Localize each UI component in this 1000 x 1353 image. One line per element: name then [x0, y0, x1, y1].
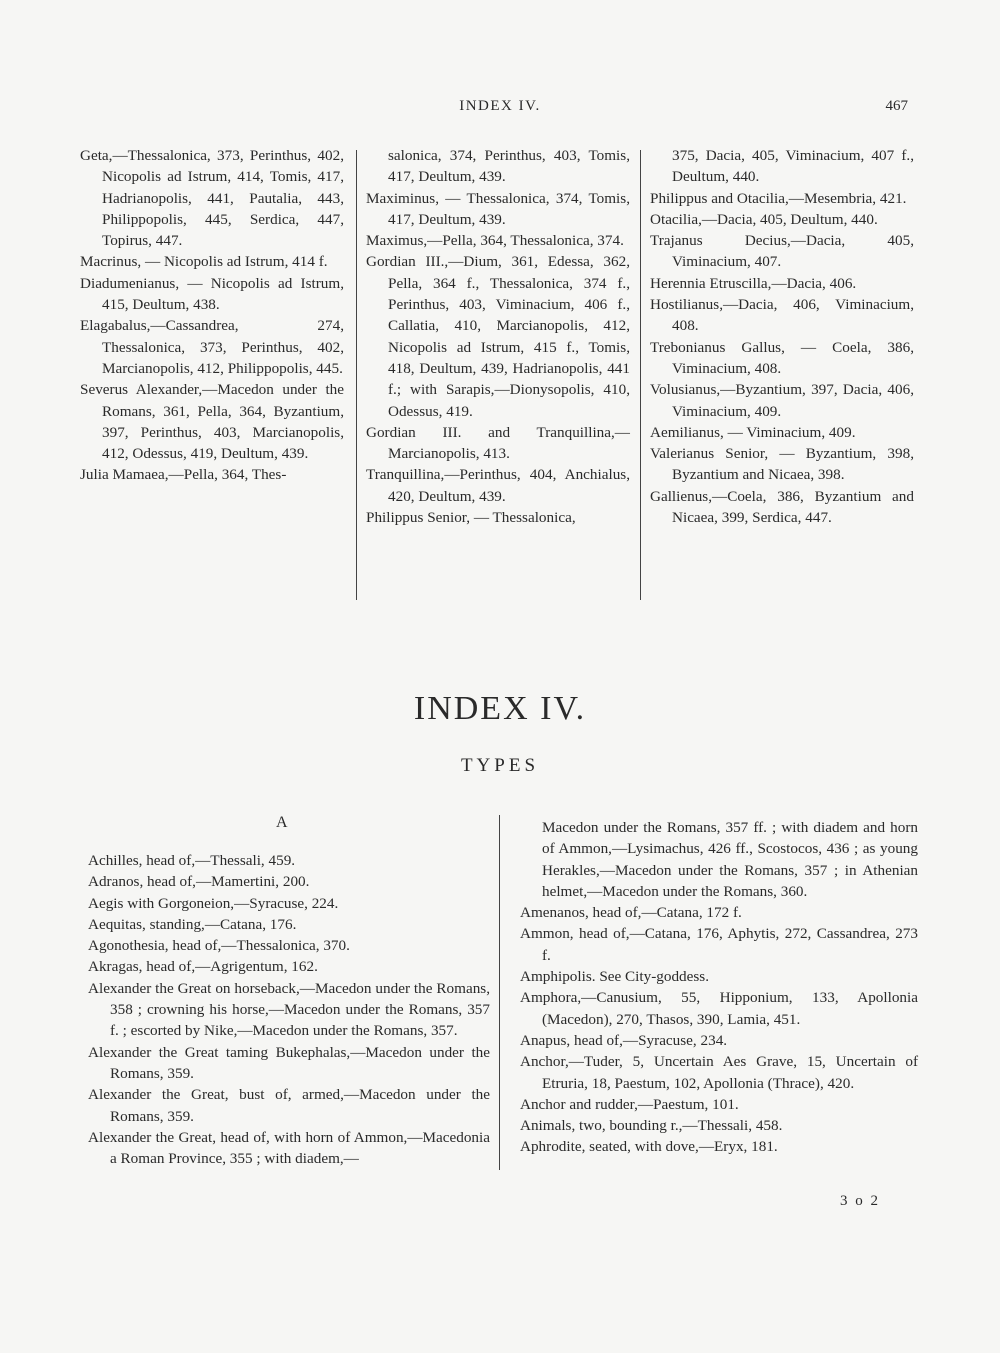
bottom-col1-index-entry: Alexander the Great, head of, with horn of Ammon,—Macedonia a Roman Province, 355 ; with diadem,—	[88, 1128, 490, 1168]
bottom-column-divider	[499, 815, 500, 1170]
bottom-column-1	[88, 850, 490, 1169]
bottom-col1-index-entry: Achilles, head of,—Thessali, 459.	[88, 852, 296, 869]
bottom-col1-index-entry: Aequitas, standing,—Catana, 176.	[88, 915, 297, 933]
bottom-col1-index-entry: Akragas, head of,—Agrigentum, 162.	[88, 958, 318, 976]
top-col1-index-entry: Geta,—Thessalonica, 373, Perinthus, 402, Nicopolis ad Istrum, 414, Tomis, 417, Hadrianopolis, 441, Pautalia, 443, Philippopolis, 445, Serdica, 447, Topirus, 447.	[80, 147, 344, 250]
signature-mark: 3 o 2	[840, 1193, 880, 1209]
top-col2-index-entry: Maximus,—Pella, 364, Thessalonica, 374.	[366, 232, 624, 250]
letter-heading: A	[276, 814, 288, 831]
bottom-col2-index-entry: Macedon under the Romans, 357 ff. ; with diadem and horn of Ammon,—Lysimachus, 426 ff., Scostocos, 436 ; as young Herakles,—Macedon under the Romans, 357 ; in Athenian helmet,—Macedon under the Romans, 360.	[542, 819, 918, 900]
top-col1-index-entry: Macrinus, — Nicopolis ad Istrum, 414 f.	[80, 253, 328, 271]
top-col3-index-entry: Hostilianus,—Dacia, 406, Viminacium, 408.	[650, 296, 914, 335]
top-col3-index-entry: Trajanus Decius,—Dacia, 405, Viminacium, 407.	[650, 232, 914, 271]
bottom-col2-index-entry: Anchor and rudder,—Paestum, 101.	[520, 1095, 739, 1113]
bottom-col1-index-entry: Alexander the Great on horseback,—Macedon under the Romans, 358 ; crowning his horse,—Macedon under the Romans, 357 f. ; escorted by Nike,—Macedon under the Romans, 357.	[88, 979, 490, 1040]
bottom-col1-index-entry: Alexander the Great, bust of, armed,—Macedon under the Romans, 359.	[88, 1086, 490, 1125]
bottom-col2-index-entry: Amenanos, head of,—Catana, 172 f.	[520, 904, 742, 922]
bottom-col2-index-entry: Amphora,—Canusium, 55, Hipponium, 133, Apollonia (Macedon), 270, Thasos, 390, Lamia, 451.	[520, 989, 918, 1028]
top-column-3	[650, 145, 914, 528]
top-col3-index-entry: Valerianus Senior, — Byzantium, 398, Byzantium and Nicaea, 398.	[650, 445, 914, 484]
top-column-2	[366, 145, 630, 528]
bottom-column-2	[520, 817, 918, 1158]
top-col2-index-entry: Maximinus, — Thessalonica, 374, Tomis, 417, Deultum, 439.	[366, 189, 630, 228]
bottom-col2-index-entry: Amphipolis. See City-goddess.	[520, 968, 709, 986]
top-col2-index-entry: Tranquillina,—Perinthus, 404, Anchialus, 420, Deultum, 439.	[366, 466, 630, 505]
top-col1-index-entry: Severus Alexander,—Macedon under the Romans, 361, Pella, 364, Byzantium, 397, Perinthus, 403, Marcianopolis, 412, Odessus, 419, Deultum, 439.	[80, 381, 344, 463]
top-col1-index-entry: Julia Mamaea,—Pella, 364, Thes-	[80, 466, 287, 484]
section-title: INDEX IV.	[413, 690, 587, 727]
top-col2-index-entry: Gordian III. and Tranquillina,—Marcianopolis, 413.	[366, 423, 630, 463]
top-col2-index-entry: Gordian III.,—Dium, 361, Edessa, 362, Pella, 364 f., Thessalonica, 374 f., Perinthus, 403, Viminacium, 406 f., Callatia, 410, Marcianopolis, 412, Nicopolis ad Istrum, 415 f., Tomis, 418, Deultum, 439, Hadrianopolis, 441 f.; with Sarapis,—Dionysopolis, 410, Odessus, 419.	[366, 253, 630, 420]
top-col2-index-entry: salonica, 374, Perinthus, 403, Tomis, 417, Deultum, 439.	[388, 147, 630, 186]
top-column-divider-2	[640, 150, 641, 600]
bottom-col1-index-entry: Adranos, head of,—Mamertini, 200.	[88, 873, 310, 891]
bottom-col2-index-entry: Anapus, head of,—Syracuse, 234.	[520, 1031, 728, 1049]
section-subtitle: TYPES	[460, 755, 540, 776]
top-col3-index-entry: 375, Dacia, 405, Viminacium, 407 f., Deultum, 440.	[672, 147, 914, 186]
top-col3-index-entry: Volusianus,—Byzantium, 397, Dacia, 406, Viminacium, 409.	[650, 381, 914, 420]
bottom-col2-index-entry: Animals, two, bounding r.,—Thessali, 458.	[520, 1117, 783, 1135]
top-col3-index-entry: Philippus and Otacilia,—Mesembria, 421.	[650, 189, 907, 207]
top-col1-index-entry: Diadumenianus, — Nicopolis ad Istrum, 415, Deultum, 438.	[80, 274, 344, 314]
top-col3-index-entry: Aemilianus, — Viminacium, 409.	[650, 423, 856, 441]
bottom-col2-index-entry: Ammon, head of,—Catana, 176, Aphytis, 272, Cassandrea, 273 f.	[520, 925, 918, 964]
top-col3-index-entry: Gallienus,—Coela, 386, Byzantium and Nicaea, 399, Serdica, 447.	[650, 487, 914, 527]
bottom-col1-index-entry: Aegis with Gorgoneion,—Syracuse, 224.	[88, 894, 339, 912]
top-col3-index-entry: Otacilia,—Dacia, 405, Deultum, 440.	[650, 210, 878, 228]
page-number: 467	[885, 98, 908, 114]
top-col3-index-entry: Herennia Etruscilla,—Dacia, 406.	[650, 274, 857, 292]
top-column-1	[80, 145, 344, 486]
running-head: INDEX IV.	[459, 98, 541, 114]
top-col3-index-entry: Trebonianus Gallus, — Coela, 386, Viminacium, 408.	[650, 338, 914, 377]
bottom-col2-index-entry: Aphrodite, seated, with dove,—Eryx, 181.	[520, 1138, 778, 1156]
bottom-col2-index-entry: Anchor,—Tuder, 5, Uncertain Aes Grave, 15, Uncertain of Etruria, 18, Paestum, 102, Apollonia (Thrace), 420.	[520, 1053, 918, 1092]
top-col1-index-entry: Elagabalus,—Cassandrea, 274, Thessalonica, 373, Perinthus, 402, Marcianopolis, 412, Philippopolis, 445.	[80, 317, 344, 377]
bottom-col1-index-entry: Agonothesia, head of,—Thessalonica, 370.	[88, 937, 350, 955]
bottom-col1-index-entry: Alexander the Great taming Bukephalas,—Macedon under the Romans, 359.	[88, 1043, 490, 1082]
top-column-divider-1	[356, 150, 357, 600]
top-col2-index-entry: Philippus Senior, — Thessalonica,	[366, 509, 576, 527]
